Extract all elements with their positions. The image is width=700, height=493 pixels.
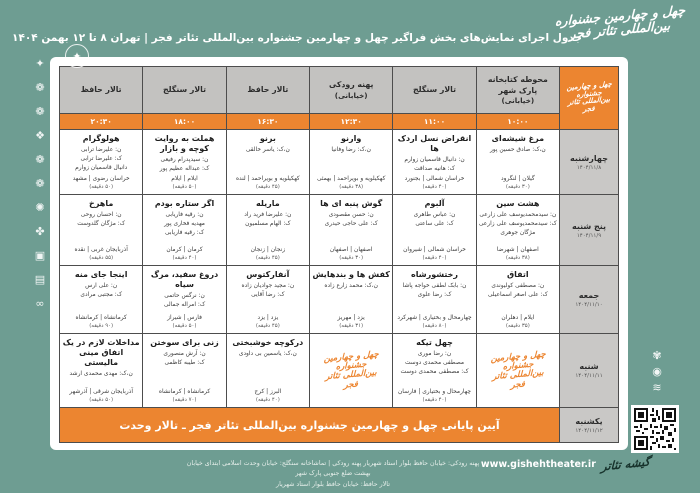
festival-logo-cell <box>560 67 618 129</box>
region-block <box>397 315 471 330</box>
region-block <box>73 176 130 191</box>
show-region: اصفهان | شهرضا <box>496 246 539 253</box>
show-credits <box>331 146 371 155</box>
show-duration: (۵۰ دقیقه) <box>89 396 114 403</box>
credit-line: ن: احسان روحی <box>80 212 122 218</box>
credit-line: ن: رقیه فاریابی <box>165 212 204 218</box>
region-block <box>405 176 465 191</box>
show-duration: (۳۱ دقیقه) <box>339 322 364 329</box>
show-title: گوش پنبه ای ها <box>320 199 383 208</box>
festival-logo-calligraphy: چهل و چهارمین جشنواره بین‌المللی تئاتر فجر <box>566 79 612 114</box>
region-block <box>251 247 286 262</box>
venue-header-cell <box>310 67 392 113</box>
show-title: کفش ها و بندهایش <box>312 270 390 279</box>
show-cell <box>60 266 142 333</box>
credit-line: ک: امراله جمالی <box>163 301 206 308</box>
show-title: زنی برای سوختن <box>150 338 219 347</box>
credit-line: ک: مجتبی مرادی <box>80 291 123 298</box>
show-credits <box>414 211 456 229</box>
ministry-emblem-icon: ✦ <box>65 44 89 68</box>
show-title: اگر ستاره بودم <box>154 199 215 208</box>
partner-logo-icon: ◉ <box>652 365 662 378</box>
venue-name: تالار سنگلج <box>412 84 457 94</box>
sponsor-strip <box>29 58 51 309</box>
show-region: یزد | یزد <box>257 314 279 321</box>
show-cell <box>227 334 309 407</box>
show-duration: (۵۰ دقیقه) <box>89 183 114 190</box>
show-credits <box>490 146 546 155</box>
sponsor-logo-icon: ❁ <box>35 105 45 118</box>
show-duration: (۵۵ دقیقه) <box>89 254 114 261</box>
show-title: هشت سین <box>496 199 540 208</box>
showtime-cell: ۱۰:۰۰ <box>477 114 559 129</box>
showtime-cell: ۱۱:۰۰ <box>393 114 475 129</box>
show-title: اینجا جای منه <box>74 270 128 279</box>
show-cell <box>477 130 559 194</box>
credit-line: ن: علیرضا فرید راد <box>244 212 292 218</box>
show-credits <box>479 211 557 238</box>
show-cell <box>310 334 392 407</box>
sponsor-logo-icon: ❁ <box>35 177 45 190</box>
footer-site <box>480 454 651 474</box>
closing-ceremony-banner: آیین پایانی چهل و چهارمین جشنواره بین‌المللی تئاتر فجر ـ تالار وحدت <box>60 408 559 442</box>
region-block <box>171 176 198 191</box>
partner-logo-icon: ✾ <box>652 349 662 362</box>
show-credits <box>403 282 467 300</box>
show-region: یزد | مهریز <box>337 314 365 321</box>
show-region: کرمانشاه | کرمانشاه <box>158 388 211 395</box>
venue-subtitle: (خیابانی) <box>501 96 535 106</box>
credit-line: مصطفی محمدی دوست <box>405 359 464 366</box>
day-date: ۱۴۰۴/۱۱/۹ <box>576 232 602 239</box>
show-duration: (۴۵ دقیقه) <box>255 254 280 261</box>
venue-subtitle: (خیابانی) <box>334 90 368 100</box>
sponsor-logo-icon: ❁ <box>35 81 45 94</box>
credit-line: ن،ک: محمد زارع زاده <box>324 283 378 289</box>
qr-code <box>631 405 679 453</box>
show-title: مداخلات لازم در یک اتفاق مینی مالیستی <box>62 338 140 367</box>
credit-line: ن: مصطفی کولیوندی <box>491 283 545 289</box>
day-date: ۱۴۰۴/۱۱/۸ <box>576 164 602 171</box>
show-region: چهارمحال و بختیاری | شهرکرد <box>397 314 472 321</box>
day-cell <box>560 408 618 442</box>
region-block <box>501 176 535 191</box>
show-cell <box>227 266 309 333</box>
credit-line: ک: علی حاجی حیدری <box>324 220 378 227</box>
credit-line: ک: الهام مسلمیون <box>245 220 291 227</box>
credit-line: ک: رضا آقایی <box>251 291 285 298</box>
region-block <box>254 389 281 404</box>
day-cell <box>560 266 618 333</box>
credit-line: ن: بابک لطفی خواجه پاشا <box>402 283 467 289</box>
credit-line: ن: آرش منصوری <box>163 351 206 357</box>
showtime-cell: ۲۰:۳۰ <box>60 114 142 129</box>
show-title: آنفارکتوس <box>246 270 290 279</box>
show-title: انقراض نسل اردک ها <box>397 134 472 153</box>
show-credits <box>400 350 468 377</box>
region-block <box>74 247 127 262</box>
day-name: یکشنبه <box>575 416 603 426</box>
region-block <box>159 389 210 404</box>
show-credits <box>244 211 291 229</box>
region-block <box>166 247 202 262</box>
show-duration: (۵۰ دقیقه) <box>172 322 197 329</box>
show-region: آذربایجان شرقی | آذرشهر <box>69 388 133 395</box>
region-block <box>317 176 385 191</box>
show-credits <box>324 282 378 291</box>
show-cell <box>60 195 142 265</box>
credit-line: ک: سیدمحمدیوسف علی زارعی <box>478 220 557 227</box>
show-region: کرمانشاه | کرمانشاه <box>75 314 127 321</box>
show-title: ماهرخ <box>89 199 114 208</box>
show-region: خراسان شمالی | شیروان <box>403 246 466 253</box>
region-block <box>338 315 365 330</box>
day-date: ۱۴۰۴/۱۱/۱۰ <box>575 302 603 308</box>
show-cell <box>477 334 559 407</box>
show-duration: (۴۰ دقیقه) <box>255 396 280 403</box>
venue-header-cell <box>60 67 142 113</box>
region-block <box>403 247 466 262</box>
show-title: چهل تیکه <box>416 338 453 347</box>
region-block <box>69 389 133 404</box>
credit-line: ن: نرگس حاتمی <box>164 293 205 299</box>
festival-logo-calligraphy: چهل و چهارمین جشنواره بین‌المللی تئاتر فجر <box>323 349 379 390</box>
credit-line: ن: علی ارس <box>85 283 118 289</box>
show-duration: (۴۵ دقیقه) <box>255 322 280 329</box>
show-duration: (۳۸ دقیقه) <box>339 183 364 190</box>
credit-line: ک: طیبه کاظمی <box>164 359 205 366</box>
day-date: ۱۴۰۴/۱۱/۱۲ <box>575 427 603 434</box>
show-region: زنجان | زنجان <box>250 246 286 253</box>
page-title: جدول اجرای نمایش‌های بخش فراگیر چهل و چهارمین جشنواره بین‌المللی تئاتر فجر | تهران ۸ تا ۱۲ بهمن ۱۴۰۴ <box>12 32 582 44</box>
show-cell <box>143 130 225 194</box>
partner-logo-icon: ≋ <box>652 381 662 394</box>
show-cell <box>143 334 225 407</box>
show-credits <box>164 292 205 310</box>
gisheh-theater-logo: گیشه تئاتر <box>600 454 651 474</box>
show-credits <box>70 370 133 379</box>
show-region: آذربایجان غربی | نقده <box>74 246 128 253</box>
credit-line: مژگان جوهری <box>500 229 536 236</box>
region-block <box>167 315 202 330</box>
sponsor-logo-icon: ✺ <box>35 201 45 214</box>
credit-line: ک: علی اصغر اسماعیلی <box>487 291 548 298</box>
show-region: خراسان رضوی | مشهد <box>72 175 130 182</box>
credit-line: ک: هانیه صداقت <box>414 165 455 172</box>
show-title: برنو <box>259 134 276 143</box>
day-name: پنج شنبه <box>571 221 607 231</box>
show-cell <box>393 195 475 265</box>
show-title: ماریله <box>256 199 280 208</box>
region-block <box>236 176 300 191</box>
show-region: البرز | کرج <box>254 388 282 395</box>
show-duration: (۳۸ دقیقه) <box>505 254 530 261</box>
footer-addresses <box>178 459 488 490</box>
show-title: رختشورشاه <box>411 270 459 279</box>
venue-header-cell <box>393 67 475 113</box>
show-cell <box>310 130 392 194</box>
show-region: اصفهان | اصفهان <box>329 246 373 253</box>
region-block <box>256 315 280 330</box>
credit-line: دانیال قاسمیان زوارم <box>75 164 128 171</box>
venue-name: پهنه رودکی <box>328 80 374 90</box>
show-credits <box>404 156 464 174</box>
show-region: ایلام | دهلران <box>501 314 535 321</box>
show-region: ایلام | ایلام <box>171 175 198 182</box>
qr-code-pattern <box>634 408 676 450</box>
region-block <box>330 247 373 262</box>
day-name: شنبه <box>579 362 599 371</box>
region-block <box>76 315 127 330</box>
show-duration: (۴۰ دقیقه) <box>172 254 197 261</box>
credit-line: ن،ک: یاسمین بی داودی <box>238 351 297 357</box>
showtime-cell: ۱۶:۳۰ <box>227 114 309 129</box>
show-title: مرغ شیشه‌ای <box>491 134 545 143</box>
show-title: اتفاق <box>507 270 529 279</box>
show-region: فارس | شیراز <box>167 314 202 321</box>
credit-line: ن،ک: صادق حسین پور <box>489 147 546 153</box>
day-cell <box>560 130 618 194</box>
credit-line: ک: رقیه فاریابی <box>164 229 205 236</box>
credit-line: ن: علیرضا ترابی <box>80 147 122 153</box>
show-cell <box>477 195 559 265</box>
show-duration: (۳۵ دقیقه) <box>505 322 530 329</box>
show-duration: (۷۰ دقیقه) <box>172 396 197 403</box>
day-cell <box>560 195 618 265</box>
show-region: خراسان شمالی | بجنورد <box>404 175 465 182</box>
venue-name: تالار حافظ <box>247 84 289 94</box>
sponsor-logo-icon: ✦ <box>35 57 45 70</box>
sponsor-logo-icon: ∞ <box>35 297 45 310</box>
show-duration: (۸۰ دقیقه) <box>422 322 447 329</box>
show-cell <box>143 266 225 333</box>
show-title: دروغ سفید، مرگ سیاه <box>150 270 219 289</box>
region-block <box>398 389 471 404</box>
show-cell <box>60 130 142 194</box>
show-title: هملت به روایت کوچه و بازار <box>154 134 215 153</box>
sponsor-logo-icon: ▤ <box>34 273 46 286</box>
address-line-2: تالار حافظ: خیابان حافظ بلوار استاد شهریار <box>276 480 390 488</box>
sponsor-logo-icon: ❖ <box>35 129 45 142</box>
region-block <box>501 315 534 330</box>
credit-line: مهدیه فخاری پور <box>164 220 205 227</box>
show-cell <box>477 266 559 333</box>
day-name: جمعه <box>578 291 600 300</box>
credit-line: ک: علی ساعتی <box>415 220 454 227</box>
venue-header-cell <box>477 67 559 113</box>
show-region: کرمان | کرمان <box>166 246 203 253</box>
show-credits <box>75 146 127 173</box>
show-duration: (۴۰ دقیقه) <box>422 183 447 190</box>
credit-line: ن: مجید جوادیان زاده <box>241 283 295 289</box>
show-region: کهکیلویه و بویراحمد | بهمئی <box>316 175 386 182</box>
credit-line: ن: سیدمحمدیوسف علی زارعی <box>479 212 557 218</box>
showtime-cell: ۱۲:۳۰ <box>310 114 392 129</box>
show-credits <box>239 350 297 359</box>
venue-name: محوطه کتابخانه پارک شهر <box>487 74 548 95</box>
show-credits <box>80 282 122 300</box>
showtime-cell: ۱۸:۰۰ <box>143 114 225 129</box>
sponsor-logo-icon: ❁ <box>35 153 45 166</box>
address-line-1: پهنه رودکی: خیابان حافظ بلوار استاد شهریار پهنه رودکی | تماشاخانه سنگلج: خیابان وحدت اسلامی ابتدای خیابان بهشت ضلع جنوبی پارک شهر <box>186 460 480 478</box>
show-title: وارنو <box>341 134 362 143</box>
show-duration: (۳۰ دقیقه) <box>505 183 530 190</box>
venue-header-cell <box>143 67 225 113</box>
show-credits <box>163 350 205 368</box>
show-region: چهارمحال و بختیاری | فارسان <box>397 388 472 395</box>
show-credits <box>77 211 125 229</box>
show-cell <box>393 266 475 333</box>
show-cell <box>310 195 392 265</box>
show-credits <box>242 282 295 300</box>
show-credits <box>246 146 290 155</box>
show-duration: (۵۰ دقیقه) <box>172 183 197 190</box>
show-duration: (۴۵ دقیقه) <box>255 183 280 190</box>
show-region: گیلان | لنگرود <box>500 175 535 182</box>
day-date: ۱۴۰۴/۱۱/۱۱ <box>575 373 603 379</box>
credit-line: ک: علیرضا ترابی <box>80 155 122 162</box>
venue-name: تالار حافظ <box>80 84 122 94</box>
show-cell <box>60 334 142 407</box>
credit-line: ن: دانیال قاسمیان زوارم <box>404 157 465 163</box>
show-region: کهکیلویه و بویراحمد | لنده <box>235 175 300 182</box>
show-duration: (۴۰ دقیقه) <box>422 254 447 261</box>
credit-line: ن: عباس طاهری <box>413 212 456 218</box>
credit-line: ک: رضا علوی <box>417 291 452 298</box>
sponsor-logo-icon: ▣ <box>34 249 46 262</box>
show-cell <box>393 130 475 194</box>
show-title: هولوگرام <box>82 134 120 143</box>
show-cell <box>310 266 392 333</box>
website-url: www.gishehtheater.ir <box>480 459 596 471</box>
festival-logo-calligraphy: چهل و چهارمین جشنواره بین‌المللی تئاتر فجر <box>490 349 546 390</box>
credit-line: ن: رضا موری <box>417 351 452 357</box>
show-credits <box>164 211 205 238</box>
venue-name: تالار سنگلج <box>162 84 207 94</box>
schedule-table <box>59 66 619 443</box>
day-cell <box>560 334 618 407</box>
show-duration: (۳۰ دقیقه) <box>339 254 364 261</box>
show-cell <box>227 195 309 265</box>
credit-line: ن: سیدپدرام رفیعی <box>160 157 209 163</box>
festival-logo-calligraphy: چهل و چهارمین جشنواره بین‌المللی تئاتر فجر <box>554 1 686 41</box>
show-title: آلبوم <box>424 199 445 208</box>
sponsor-logo-icon: ✤ <box>35 225 45 238</box>
credit-line: ن،ک: رضا وفانیا <box>331 147 371 153</box>
schedule-card <box>50 57 628 450</box>
venue-header-cell <box>227 67 309 113</box>
credit-line: ک: مژگان گلدوست <box>77 220 126 227</box>
day-name: چهارشنبه <box>570 153 608 163</box>
show-credits <box>325 211 378 229</box>
credit-line: ن،ک: مهدی محمدی ارشد <box>69 371 133 377</box>
region-block <box>497 247 539 262</box>
side-logos <box>644 350 670 393</box>
show-credits <box>488 282 548 300</box>
credit-line: ک: عبداله عظیم پور <box>159 165 210 172</box>
show-duration: (۴۰ دقیقه) <box>422 396 447 403</box>
show-title: درکوچه خوشبختی <box>232 338 304 347</box>
show-cell <box>393 334 475 407</box>
credit-line: ک: مصطفی محمدی دوست <box>400 368 469 375</box>
show-duration: (۹۰ دقیقه) <box>89 322 114 329</box>
show-cell <box>227 130 309 194</box>
credit-line: ن،ک: یاسر خالقی <box>245 147 290 153</box>
credit-line: ن: حسن مقصودی <box>328 212 374 218</box>
show-credits <box>160 156 209 174</box>
show-cell <box>143 195 225 265</box>
